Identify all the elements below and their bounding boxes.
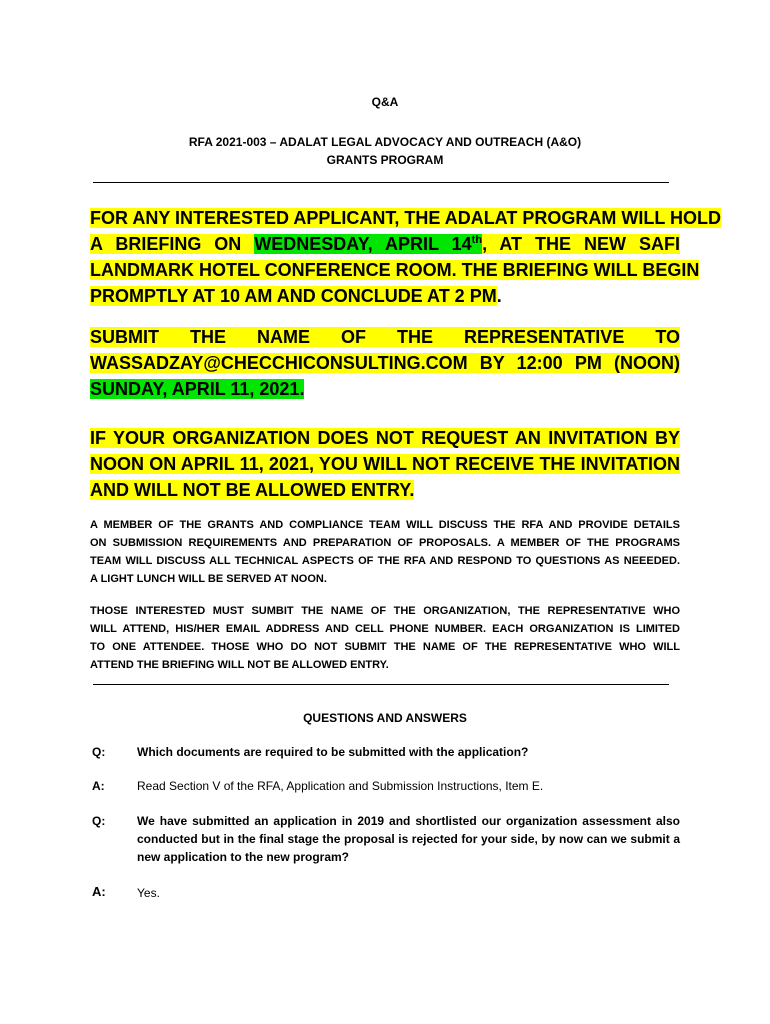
para2-line1: THOSE INTERESTED MUST SUMBIT THE NAME OF THE ORGANIZATION, THE REPRESENTATIVE WHO — [90, 605, 680, 617]
q2-line1: We have submitted an application in 2019 and shortlisted our organization assessment also — [137, 814, 680, 828]
notice3-line2: NOON ON APRIL 11, 2021, YOU WILL NOT RECEIVE THE INVITATION — [90, 454, 680, 474]
para1-line3: TEAM WILL DISCUSS ALL TECHNICAL ASPECTS OF THE RFA AND RESPOND TO QUESTIONS AS NEEEDED. — [90, 555, 680, 567]
para1-line2: ON SUBMISSION REQUIREMENTS AND PREPARATION OF PROPOSALS. A MEMBER OF THE PROGRAMS — [90, 537, 680, 549]
q2-line2: conducted but in the final stage the proposal is rejected for your side, by now can we submit a — [137, 832, 680, 846]
notice2-line1: SUBMIT THE NAME OF THE REPRESENTATIVE TO — [90, 327, 680, 347]
para1-line4: A LIGHT LUNCH WILL BE SERVED AT NOON. — [90, 573, 327, 585]
a2-text: Yes. — [137, 886, 160, 900]
doc-title: Q&A — [371, 95, 399, 109]
notice1-line4: PROMPTLY AT 10 AM AND CONCLUDE AT 2 PM. — [90, 286, 502, 306]
q2-line3: new application to the new program? — [137, 850, 350, 864]
submission-deadline: SUNDAY, APRIL 11, 2021. — [90, 379, 305, 399]
notice3-line3: AND WILL NOT BE ALLOWED ENTRY. — [90, 480, 415, 500]
notice2-line3 — [90, 376, 680, 402]
qa-heading: QUESTIONS AND ANSWERS — [303, 711, 467, 725]
q1-label: Q: — [92, 745, 106, 759]
para2-line4: ATTEND THE BRIEFING WILL NOT BE ALLOWED ENTRY. — [90, 659, 389, 671]
a2-label: A: — [92, 884, 106, 899]
q1-text: Which documents are required to be submitted with the application? — [137, 745, 529, 759]
notice1-line2: A BRIEFING ON WEDNESDAY, APRIL 14th, AT THE NEW SAFI — [90, 234, 680, 254]
notice1-line3: LANDMARK HOTEL CONFERENCE ROOM. THE BRIEFING WILL BEGIN — [90, 260, 700, 280]
notice3-line1: IF YOUR ORGANIZATION DOES NOT REQUEST AN INVITATION BY — [90, 428, 680, 448]
a1-label: A: — [92, 779, 105, 793]
para1-line1: A MEMBER OF THE GRANTS AND COMPLIANCE TEAM WILL DISCUSS THE RFA AND PROVIDE DETAILS — [90, 519, 680, 531]
briefing-date: WEDNESDAY, APRIL 14th — [254, 234, 483, 254]
para2-line2: WILL ATTEND, HIS/HER EMAIL ADDRESS AND CELL PHONE NUMBER. EACH ORGANIZATION IS LIMITED — [90, 623, 680, 635]
rfa-title-line1: RFA 2021-003 – ADALAT LEGAL ADVOCACY AND OUTREACH (A&O) — [188, 135, 582, 149]
notice2-line2: WASSADZAY@CHECCHICONSULTING.COM BY 12:00 PM (NOON) — [90, 353, 680, 373]
para2-line3: TO ONE ATTENDEE. THOSE WHO DO NOT SUBMIT THE NAME OF THE REPRESENTATIVE WHO WILL — [90, 641, 680, 653]
rfa-title-line2: GRANTS PROGRAM — [326, 153, 444, 167]
q2-label: Q: — [92, 814, 106, 828]
notice1-line1: FOR ANY INTERESTED APPLICANT, THE ADALAT PROGRAM WILL HOLD — [90, 208, 721, 228]
qa-divider — [93, 684, 669, 685]
header-divider — [93, 182, 669, 183]
a1-text: Read Section V of the RFA, Application and Submission Instructions, Item E. — [137, 779, 544, 793]
